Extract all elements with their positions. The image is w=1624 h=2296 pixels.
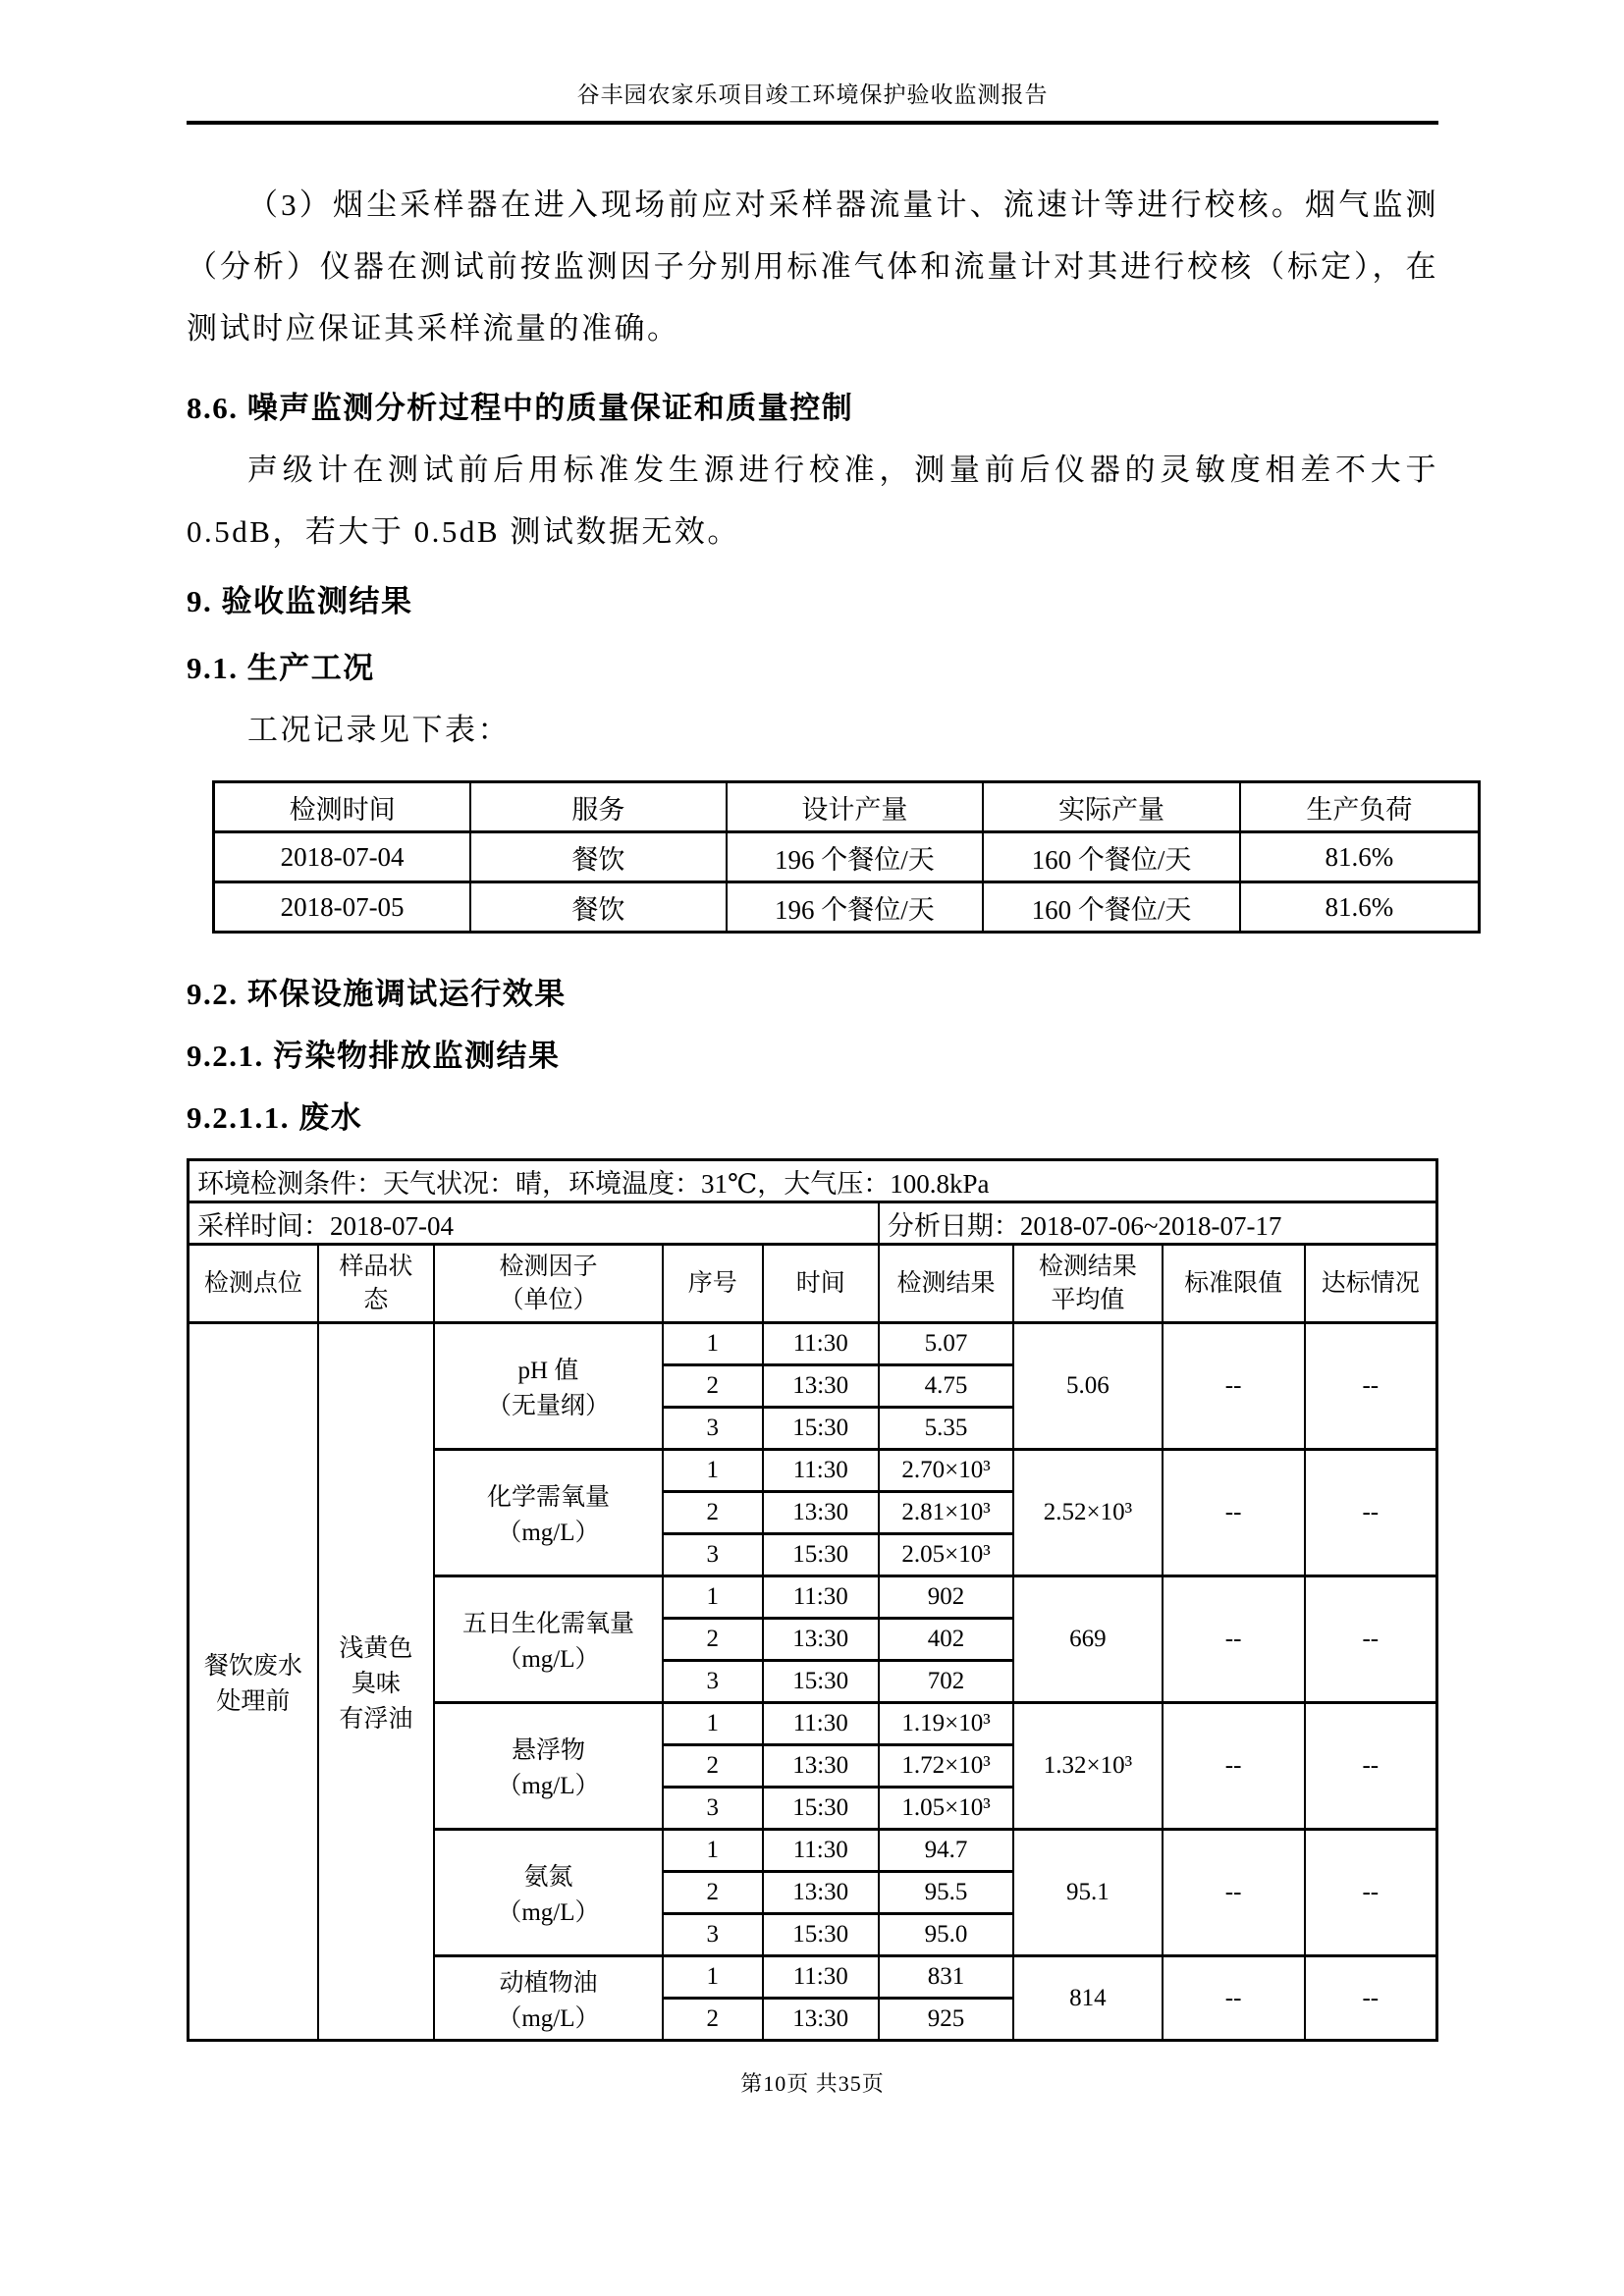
cell-result: 95.0 [879,1914,1013,1956]
cell-average: 814 [1013,1956,1162,2041]
heading-9: 9. 验收监测结果 [187,584,413,618]
cell-result: 94.7 [879,1830,1013,1872]
cell-time: 15:30 [763,1914,879,1956]
cell-factor [434,1703,663,1830]
header-line: 态 [363,1286,389,1313]
heading-9-2-1: 9.2.1. 污染物排放监测结果 [187,1039,561,1073]
cell-factor [434,1450,663,1576]
cell-time: 15:30 [763,1788,879,1830]
production-load-table [212,780,1481,934]
cell-load: 81.6% [1240,832,1480,882]
cell-result: 4.75 [879,1365,1013,1408]
cell-time: 11:30 [763,1450,879,1492]
heading-9-2: 9.2. 环保设施调试运行效果 [187,977,567,1011]
cell-seq: 1 [663,1450,763,1492]
cell-seq: 2 [663,1872,763,1914]
factor-name: 化学需氧量 [486,1484,610,1511]
header-line: 样品状 [339,1253,413,1280]
cell-seq: 2 [663,1365,763,1408]
production-header-row [214,782,1480,832]
cell-limit: -- [1163,1576,1305,1703]
sample-state-line: 臭味 [351,1671,401,1697]
cell-sample-state [318,1323,434,2041]
paragraph-table-intro: 工况记录见下表： [247,713,511,747]
header-line: 平均值 [1051,1286,1125,1313]
cell-time: 11:30 [763,1703,879,1745]
cell-status: -- [1305,1703,1437,1830]
cell-seq: 3 [663,1914,763,1956]
cell-time: 13:30 [763,1365,879,1408]
cell-factor [434,1830,663,1956]
header-line: 检测结果 [1038,1253,1137,1280]
header-line: （单位） [499,1286,598,1313]
cell-seq: 2 [663,1745,763,1788]
col-header-status: 达标情况 [1305,1245,1437,1323]
cell-result: 5.07 [879,1323,1013,1365]
factor-unit: （无量纲） [486,1393,610,1419]
cell-seq: 1 [663,1323,763,1365]
col-header-actual-output: 实际产量 [983,782,1240,832]
cell-actual-output: 160 个餐位/天 [983,882,1240,933]
col-header-point: 检测点位 [189,1245,318,1323]
factor-name: 悬浮物 [511,1737,585,1764]
cell-average: 2.52×10³ [1013,1450,1162,1576]
cell-time: 13:30 [763,1619,879,1661]
sample-state-line: 浅黄色 [339,1635,413,1662]
heading-9-2-1-1: 9.2.1.1. 废水 [187,1100,363,1135]
data-row [189,1323,1437,1365]
cell-result: 2.70×10³ [879,1450,1013,1492]
cell-seq: 2 [663,1619,763,1661]
cell-average: 669 [1013,1576,1162,1703]
page-header-title: 谷丰园农家乐项目竣工环境保护验收监测报告 [187,77,1438,125]
cell-status: -- [1305,1323,1437,1450]
col-header-factor [434,1245,663,1323]
cell-seq: 1 [663,1956,763,1999]
cell-analysis-date: 分析日期：2018-07-06~2018-07-17 [879,1202,1437,1245]
cell-seq: 3 [663,1408,763,1450]
cell-result: 1.72×10³ [879,1745,1013,1788]
cell-design-output: 196 个餐位/天 [727,832,984,882]
cell-result: 902 [879,1576,1013,1619]
cell-status: -- [1305,1450,1437,1576]
cell-time: 15:30 [763,1534,879,1576]
cell-factor [434,1576,663,1703]
factor-unit: （mg/L） [497,1899,600,1926]
cell-time: 11:30 [763,1323,879,1365]
paragraph-noise-calibration: 声级计在测试前后用标准发生源进行校准，测量前后仪器的灵敏度相差不大于0.5dB，若大于 0.5dB 测试数据无效。 [187,453,1438,549]
cell-time: 13:30 [763,1872,879,1914]
cell-limit: -- [1163,1830,1305,1956]
col-header-result: 检测结果 [879,1245,1013,1323]
col-header-average [1013,1245,1162,1323]
col-header-limit: 标准限值 [1163,1245,1305,1323]
cell-result: 925 [879,1999,1013,2041]
cell-design-output: 196 个餐位/天 [727,882,984,933]
cell-time: 13:30 [763,1999,879,2041]
page-number: 第10页 共35页 [740,2071,885,2096]
cell-factor [434,1956,663,2041]
heading-9-1: 9.1. 生产工况 [187,651,375,685]
point-line: 处理前 [216,1688,291,1715]
cell-time: 11:30 [763,1576,879,1619]
cell-result: 831 [879,1956,1013,1999]
cell-seq: 3 [663,1534,763,1576]
cell-limit: -- [1163,1323,1305,1450]
sample-state-line: 有浮油 [339,1706,413,1733]
cell-status: -- [1305,1956,1437,2041]
cell-time: 11:30 [763,1830,879,1872]
factor-unit: （mg/L） [497,1646,600,1673]
production-row-2 [214,882,1480,933]
cell-status: -- [1305,1576,1437,1703]
cell-service: 餐饮 [470,832,726,882]
col-header-seq: 序号 [663,1245,763,1323]
cell-limit: -- [1163,1450,1305,1576]
col-header-time: 时间 [763,1245,879,1323]
cell-seq: 2 [663,1999,763,2041]
cell-load: 81.6% [1240,882,1480,933]
cell-time: 15:30 [763,1661,879,1703]
cell-seq: 3 [663,1788,763,1830]
cell-average: 95.1 [1013,1830,1162,1956]
col-header-service: 服务 [470,782,726,832]
cell-average: 1.32×10³ [1013,1703,1162,1830]
wastewater-header-row [189,1245,1437,1323]
cell-result: 702 [879,1661,1013,1703]
condition-row [189,1160,1437,1202]
cell-service: 餐饮 [470,882,726,933]
cell-time: 13:30 [763,1492,879,1534]
factor-unit: （mg/L） [497,1520,600,1546]
cell-monitor-point [189,1323,318,2041]
production-row-1 [214,832,1480,882]
col-header-detect-time: 检测时间 [214,782,471,832]
factor-unit: （mg/L） [497,2004,600,2032]
point-line: 餐饮废水 [203,1653,302,1680]
paragraph-smoke-sampler: （3）烟尘采样器在进入现场前应对采样器流量计、流速计等进行校核。烟气监测（分析）仪器在测试前按监测因子分别用标准气体和流量计对其进行校核（标定），在测试时应保证其采样流量的准确。 [187,187,1438,346]
factor-name: 五日生化需氧量 [461,1611,634,1637]
wastewater-monitoring-table [187,1158,1438,2042]
factor-name: 动植物油 [499,1969,598,1997]
cell-seq: 2 [663,1492,763,1534]
cell-status: -- [1305,1830,1437,1956]
cell-result: 2.81×10³ [879,1492,1013,1534]
cell-result: 2.05×10³ [879,1534,1013,1576]
col-header-load: 生产负荷 [1240,782,1480,832]
cell-time: 13:30 [763,1745,879,1788]
cell-time: 15:30 [763,1408,879,1450]
cell-seq: 1 [663,1830,763,1872]
cell-result: 1.19×10³ [879,1703,1013,1745]
cell-seq: 1 [663,1576,763,1619]
col-header-design-output: 设计产量 [727,782,984,832]
cell-date: 2018-07-05 [214,882,471,933]
cell-limit: -- [1163,1703,1305,1830]
cell-factor [434,1323,663,1450]
cell-result: 5.35 [879,1408,1013,1450]
col-header-sample-state [318,1245,434,1323]
factor-name: 氨氮 [523,1864,573,1891]
cell-date: 2018-07-04 [214,832,471,882]
cell-time: 11:30 [763,1956,879,1999]
cell-limit: -- [1163,1956,1305,2041]
cell-sampling-time: 采样时间：2018-07-04 [189,1202,879,1245]
cell-environment-condition: 环境检测条件：天气状况：晴，环境温度：31℃，大气压：100.8kPa [189,1160,1437,1202]
sampling-row [189,1202,1437,1245]
factor-unit: （mg/L） [497,1773,600,1799]
factor-name: pH 值 [517,1358,579,1384]
cell-result: 1.05×10³ [879,1788,1013,1830]
cell-average: 5.06 [1013,1323,1162,1450]
cell-seq: 3 [663,1661,763,1703]
cell-result: 95.5 [879,1872,1013,1914]
cell-result: 402 [879,1619,1013,1661]
header-line: 检测因子 [499,1253,598,1280]
cell-seq: 1 [663,1703,763,1745]
cell-actual-output: 160 个餐位/天 [983,832,1240,882]
heading-8-6: 8.6. 噪声监测分析过程中的质量保证和质量控制 [187,391,854,425]
